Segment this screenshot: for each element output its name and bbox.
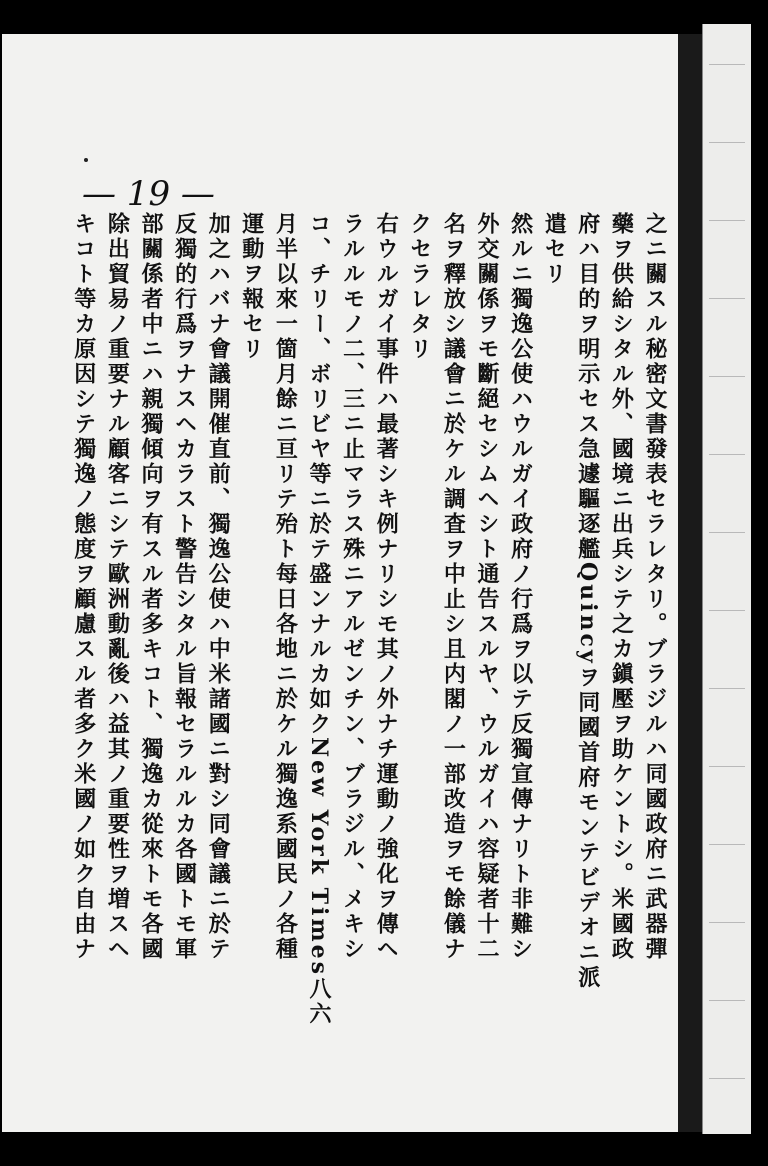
leaf-edge-line: [709, 376, 745, 377]
leaf-edge-line: [709, 766, 745, 767]
text-column: 反獨的行爲ヲナスヘカラスト警告シタル旨報セラルルカ各國トモ軍: [171, 212, 198, 962]
leaf-edge-line: [709, 454, 745, 455]
text-column: 部關係者中ニハ親獨傾向ヲ有スル者多キコト、獨逸カ從來トモ各國: [138, 212, 164, 962]
vertical-text-block: [60, 212, 670, 1092]
leaf-edge-line: [709, 610, 745, 611]
text-column: クセラレタリ: [406, 212, 433, 362]
text-column: キコト等カ原因シテ獨逸ノ態度ヲ顧慮スル者多ク米國ノ如ク自由ナ: [70, 212, 97, 962]
leaf-edge-line: [709, 142, 745, 143]
text-column: コ、チリー、ボリビヤ等ニ於テ盛ンナルカ如クNew York Times八六: [306, 212, 332, 1028]
leaf-edge-line: [709, 1078, 745, 1079]
text-column: 遣セリ: [541, 212, 568, 287]
book-spine: [678, 34, 702, 1132]
text-column: 府ハ目的ヲ明示セス急遽驅逐艦Quincyヲ同國首府モンテビデオニ派: [574, 212, 601, 991]
text-column: 右ウルガイ事件ハ最著シキ例ナリシモ其ノ外ナチ運動ノ強化ヲ傳ヘ: [373, 212, 400, 962]
text-column: 運動ヲ報セリ: [238, 212, 265, 362]
leaf-edge-line: [709, 1000, 745, 1001]
leaf-edge-line: [709, 64, 745, 65]
leaf-edge-line: [709, 688, 745, 689]
text-column: 藥ヲ供給シタル外、國境ニ出兵シテ之カ鎭壓ヲ助ケントシ。米國政: [608, 212, 635, 962]
leaf-edge-line: [709, 220, 745, 221]
leaf-edge-line: [709, 844, 745, 845]
page-number: — 19 —: [82, 174, 215, 214]
text-column: 名ヲ釋放シ議會ニ於ケル調査ヲ中止シ且内閣ノ一部改造ヲモ餘儀ナ: [440, 212, 467, 962]
leaf-edge-line: [709, 532, 745, 533]
text-column: 然ルニ獨逸公使ハウルガイ政府ノ行爲ヲ以テ反獨宣傳ナリト非難シ: [507, 212, 534, 962]
text-column: 除出貿易ノ重要ナル顧客ニシテ歐洲動亂後ハ益其ノ重要性ヲ増スヘ: [104, 212, 131, 962]
text-column: ラルルモノ二、三ニ止マラス殊ニアルゼンチン、ブラジル、メキシ: [339, 212, 366, 962]
ink-dot: [84, 158, 88, 162]
text-column: 之ニ關スル秘密文書發表セラレタリ。ブラジルハ同國政府ニ武器彈: [642, 212, 668, 962]
leaf-edge-line: [709, 298, 745, 299]
adjacent-page-edge: [702, 24, 751, 1134]
leaf-edge-line: [709, 922, 745, 923]
document-page: [2, 34, 678, 1132]
text-column: 外交關係ヲモ斷絕セシムヘシト通告スルヤ、ウルガイハ容疑者十二: [474, 212, 500, 962]
text-column: 月半以來一箇月餘ニ亘リテ殆ト每日各地ニ於ケル獨逸系國民ノ各種: [272, 212, 299, 962]
text-column: 加之ハバナ會議開催直前、獨逸公使ハ中米諸國ニ對シ同會議ニ於テ: [205, 212, 232, 962]
